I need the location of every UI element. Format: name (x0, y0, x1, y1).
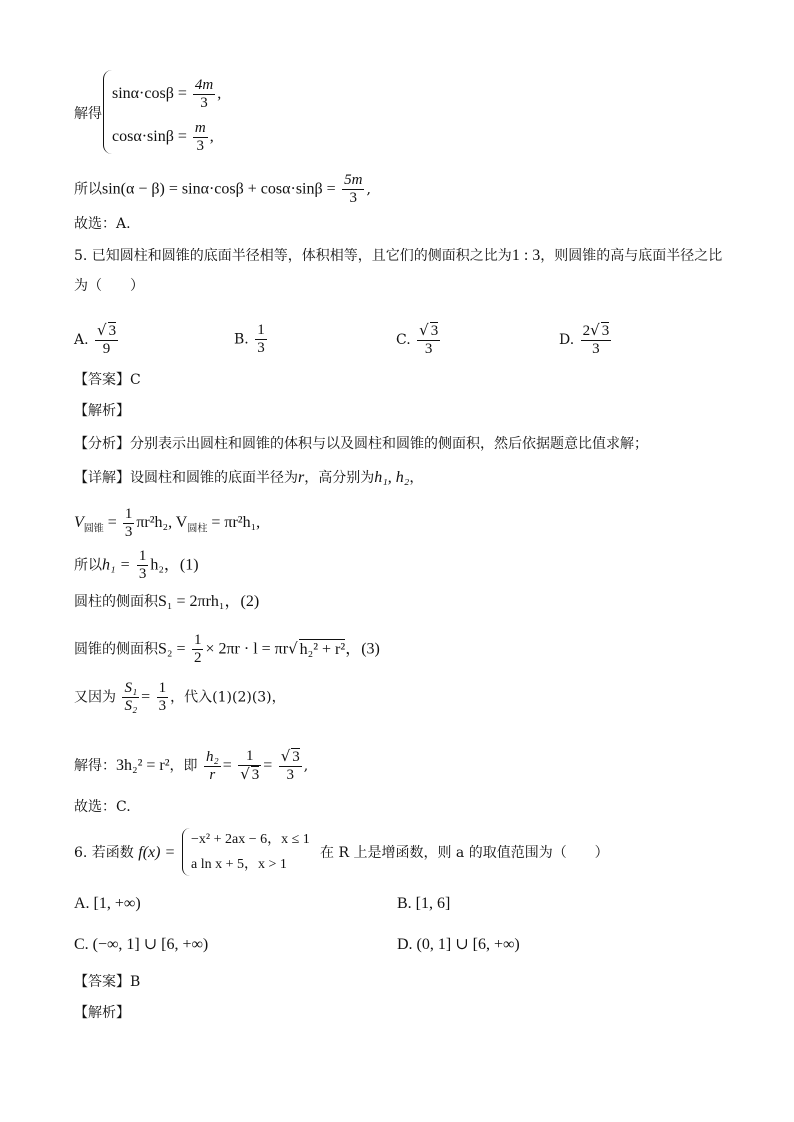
eq1-frac: $\frac{4m}{3}$ (194, 77, 214, 111)
q6-option-c: C. (−∞, 1] ∪ [6, +∞) (74, 936, 209, 953)
q5-ratio-line: 又因为 $\frac{\text{S₁}}{\text{S₂}}$ = $\frac{1}{3}$ ，代入(1)(2)(3)， (74, 680, 286, 714)
suoyi-line: 所以sin(α − β) = sinα·cosβ + cosα·sinβ = $\frac{5m}{3}$ , (74, 172, 371, 206)
q6-stem-suffix: 在 R 上是增函数，则 a 的取值范围为（ ） (320, 845, 609, 861)
q5-option-c: C. $\frac{√ 3}{3}$ (396, 321, 439, 357)
q5-volume-line: $V_{圆锥}$ = $\frac{1}{3}$ πr²h₂, $V_{圆柱} = \pi r^2h_1$, (74, 506, 261, 540)
system-brace (103, 70, 112, 154)
q6-answer: 【答案】B (74, 974, 141, 990)
q5-jiexi: 【解析】 (74, 403, 130, 419)
q6-jiexi: 【解析】 (74, 1005, 130, 1021)
eq1-lhs: sinα·cosβ = (112, 85, 187, 103)
q6-case2: a ln x + 5，x > 1 (191, 857, 287, 872)
q5-fenxi: 【分析】分别表示出圆柱和圆锥的体积与以及圆柱和圆锥的侧面积，然后依据题意比值求解； (74, 436, 648, 452)
eq2-frac: $\frac{m}{3}$ (194, 120, 206, 154)
q5-stem: 5. 已知圆柱和圆锥的底面半径相等，体积相等，且它们的侧面积之比为1 : 3，则圆锥的高与底面半径之比 (74, 247, 723, 264)
jiede-label: 解得 (74, 106, 102, 122)
q5-stem-line2: 为（ ） (74, 278, 144, 294)
q6-case1: −x² + 2ax − 6，x ≤ 1 (191, 832, 310, 847)
q6-option-d: D. (0, 1] ∪ [6, +∞) (397, 936, 520, 953)
eq2: cosα·sinβ = $\frac{m}{3}$ , (112, 120, 214, 154)
q5-cylinder-area: 圆柱的侧面积S₁ = 2πrh₁，(2) (74, 593, 260, 610)
q5-answer: 【答案】C (74, 372, 141, 388)
q6-option-a: A. [1, +∞) (74, 895, 141, 912)
q5-xiangjie: 【详解】设圆柱和圆锥的底面半径为r，高分别为h₁, h₂， (74, 469, 424, 486)
q5-solve-line: 解得：3h₂² = r²，即 $\frac{\text{h₂}}{r}$ = $\frac{1}{√ 3}$ = $\frac{√ 3}{3}$ , (74, 747, 309, 783)
eq2-lhs: cosα·sinβ = (112, 128, 187, 146)
q5-cone-area: 圆锥的侧面积S₂ = $\frac{1}{2}$ × 2πr · l = πr√ h₂² + r²，(3) (74, 632, 380, 666)
guxuan-c: 故选：C. (74, 799, 131, 815)
q6-option-b: B. [1, 6] (397, 895, 451, 912)
q6-brace (182, 828, 190, 876)
q5-option-b: B. $\frac{1}{3}$ (234, 322, 265, 356)
q5-h-relation: 所以h₁ = $\frac{1}{3}$ h₂，(1) (74, 548, 199, 582)
q6-stem-prefix: 6. 若函数 f(x) = (74, 844, 176, 861)
q5-option-d: D. $\frac{2√ 3}{3}$ (559, 321, 610, 357)
eq1: sinα·cosβ = $\frac{4m}{3}$ , (112, 77, 222, 111)
guxuan-a: 故选：A. (74, 216, 131, 232)
q5-option-a: A. $\frac{√ 3}{9}$ (74, 321, 117, 357)
